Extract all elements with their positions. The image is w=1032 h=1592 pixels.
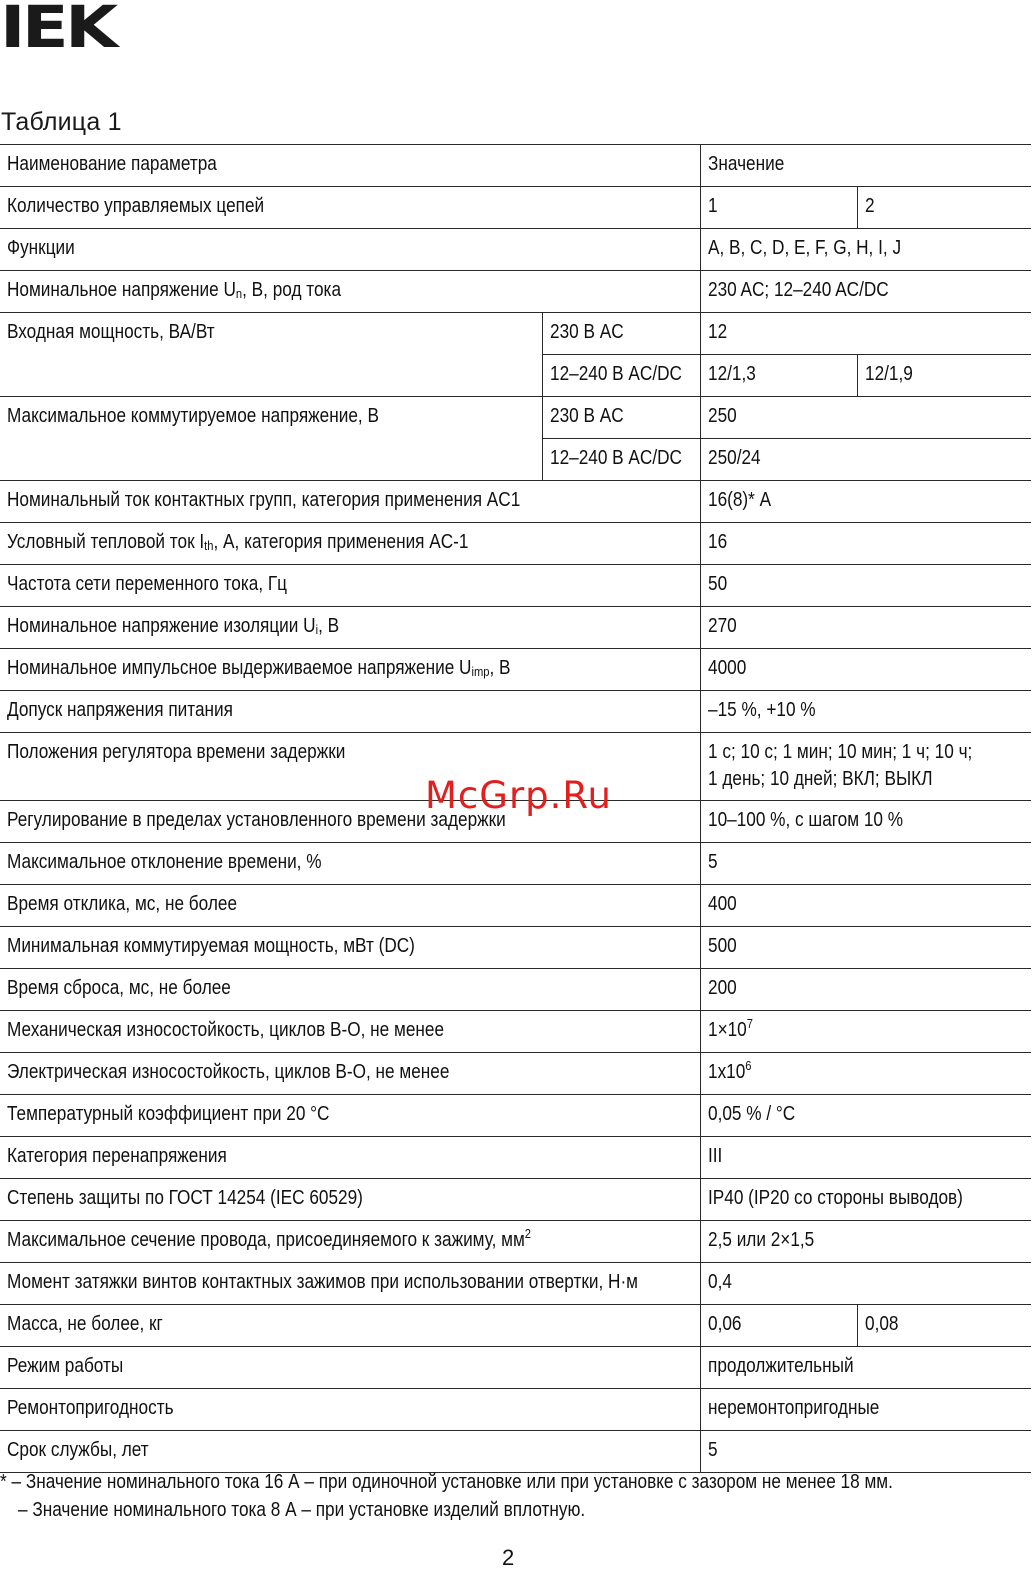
table-header-row	[0, 145, 1031, 187]
table-row: Частота сети переменного тока, Гц 50	[0, 565, 1031, 607]
table-row: Входная мощность, ВА/Вт 230 В AC 12	[0, 313, 1031, 355]
table-row: Механическая износостойкость, циклов В-О, не менее $1\times 10^7$	[0, 1011, 1031, 1053]
table-row: Срок службы, лет 5	[0, 1431, 1031, 1473]
table-row: 12–240 В AC/DC 12/1,3 12/1,9	[0, 355, 1031, 397]
footnote-line-1: * – Значение номинального тока 16 А – при одиночной установке или при установке с зазором не менее 18 мм.	[0, 1471, 893, 1493]
table-row: 12–240 В AC/DC 250/24	[0, 439, 1031, 481]
table-row: Количество управляемых цепей 1 2	[0, 187, 1031, 229]
header-value: Значение	[707, 153, 784, 175]
watermark: McGrp.Ru	[425, 774, 612, 817]
table-row: Категория перенапряжения III	[0, 1137, 1031, 1179]
table-row: Номинальное напряжение $U_n$, В, род тока 230 AC; 12–240 AC/DC	[0, 271, 1031, 313]
table-row: Номинальное импульсное выдерживаемое напряжение $U_{imp}$, В 4000	[0, 649, 1031, 691]
table-row: Время отклика, мс, не более 400	[0, 885, 1031, 927]
table-row: Максимальное отклонение времени, % 5	[0, 843, 1031, 885]
footnote-line-2: – Значение номинального тока 8 А – при установке изделий вплотную.	[18, 1499, 586, 1521]
table-row: Функции A, B, C, D, E, F, G, H, I, J	[0, 229, 1031, 271]
table-row: Ремонтопригодность неремонтопригодные	[0, 1389, 1031, 1431]
table-row: Максимальное сечение провода, присоединяемого к зажиму, $мм^2$ 2,5 или 2×1,5	[0, 1221, 1031, 1263]
table-row: Электрическая износостойкость, циклов В-О, не менее $1x10^6$	[0, 1053, 1031, 1095]
table-row: Режим работы продолжительный	[0, 1347, 1031, 1389]
table-row: Допуск напряжения питания –15 %, +10 %	[0, 691, 1031, 733]
table-row: Номинальный ток контактных групп, категория применения AC1 16(8)* А	[0, 481, 1031, 523]
table-row: Минимальная коммутируемая мощность, мВт (DC) 500	[0, 927, 1031, 969]
table-row: Температурный коэффициент при 20 °С 0,05 % / °С	[0, 1095, 1031, 1137]
table-row: Масса, не более, кг 0,06 0,08	[0, 1305, 1031, 1347]
iek-logo: IEK	[0, 0, 115, 61]
header-name: Наименование параметра	[7, 153, 217, 175]
table-row: Условный тепловой ток $I_{th}$, А, категория применения AC-1 16	[0, 523, 1031, 565]
table-caption: Таблица 1	[1, 108, 122, 136]
table-row: Максимальное коммутируемое напряжение, В 230 В AC 250	[0, 397, 1031, 439]
page-number: 2	[502, 1545, 515, 1570]
table-row: Положения регулятора времени задержки 1 с; 10 с; 1 мин; 10 мин; 1 ч; 10 ч; 1 день; 10 дней; ВКЛ; ВЫКЛ	[0, 733, 1031, 801]
table-row: Регулирование в пределах установленного времени задержки 10–100 %, с шагом 10 %	[0, 801, 1031, 843]
table-row: Момент затяжки винтов контактных зажимов при использовании отвертки, Н·м 0,4	[0, 1263, 1031, 1305]
table-row: Степень защиты по ГОСТ 14254 (IEC 60529) IP40 (IP20 со стороны выводов)	[0, 1179, 1031, 1221]
table-row: Номинальное напряжение изоляции $U_i$, В 270	[0, 607, 1031, 649]
table-row: Время сброса, мс, не более 200	[0, 969, 1031, 1011]
footnote	[0, 1468, 1032, 1524]
